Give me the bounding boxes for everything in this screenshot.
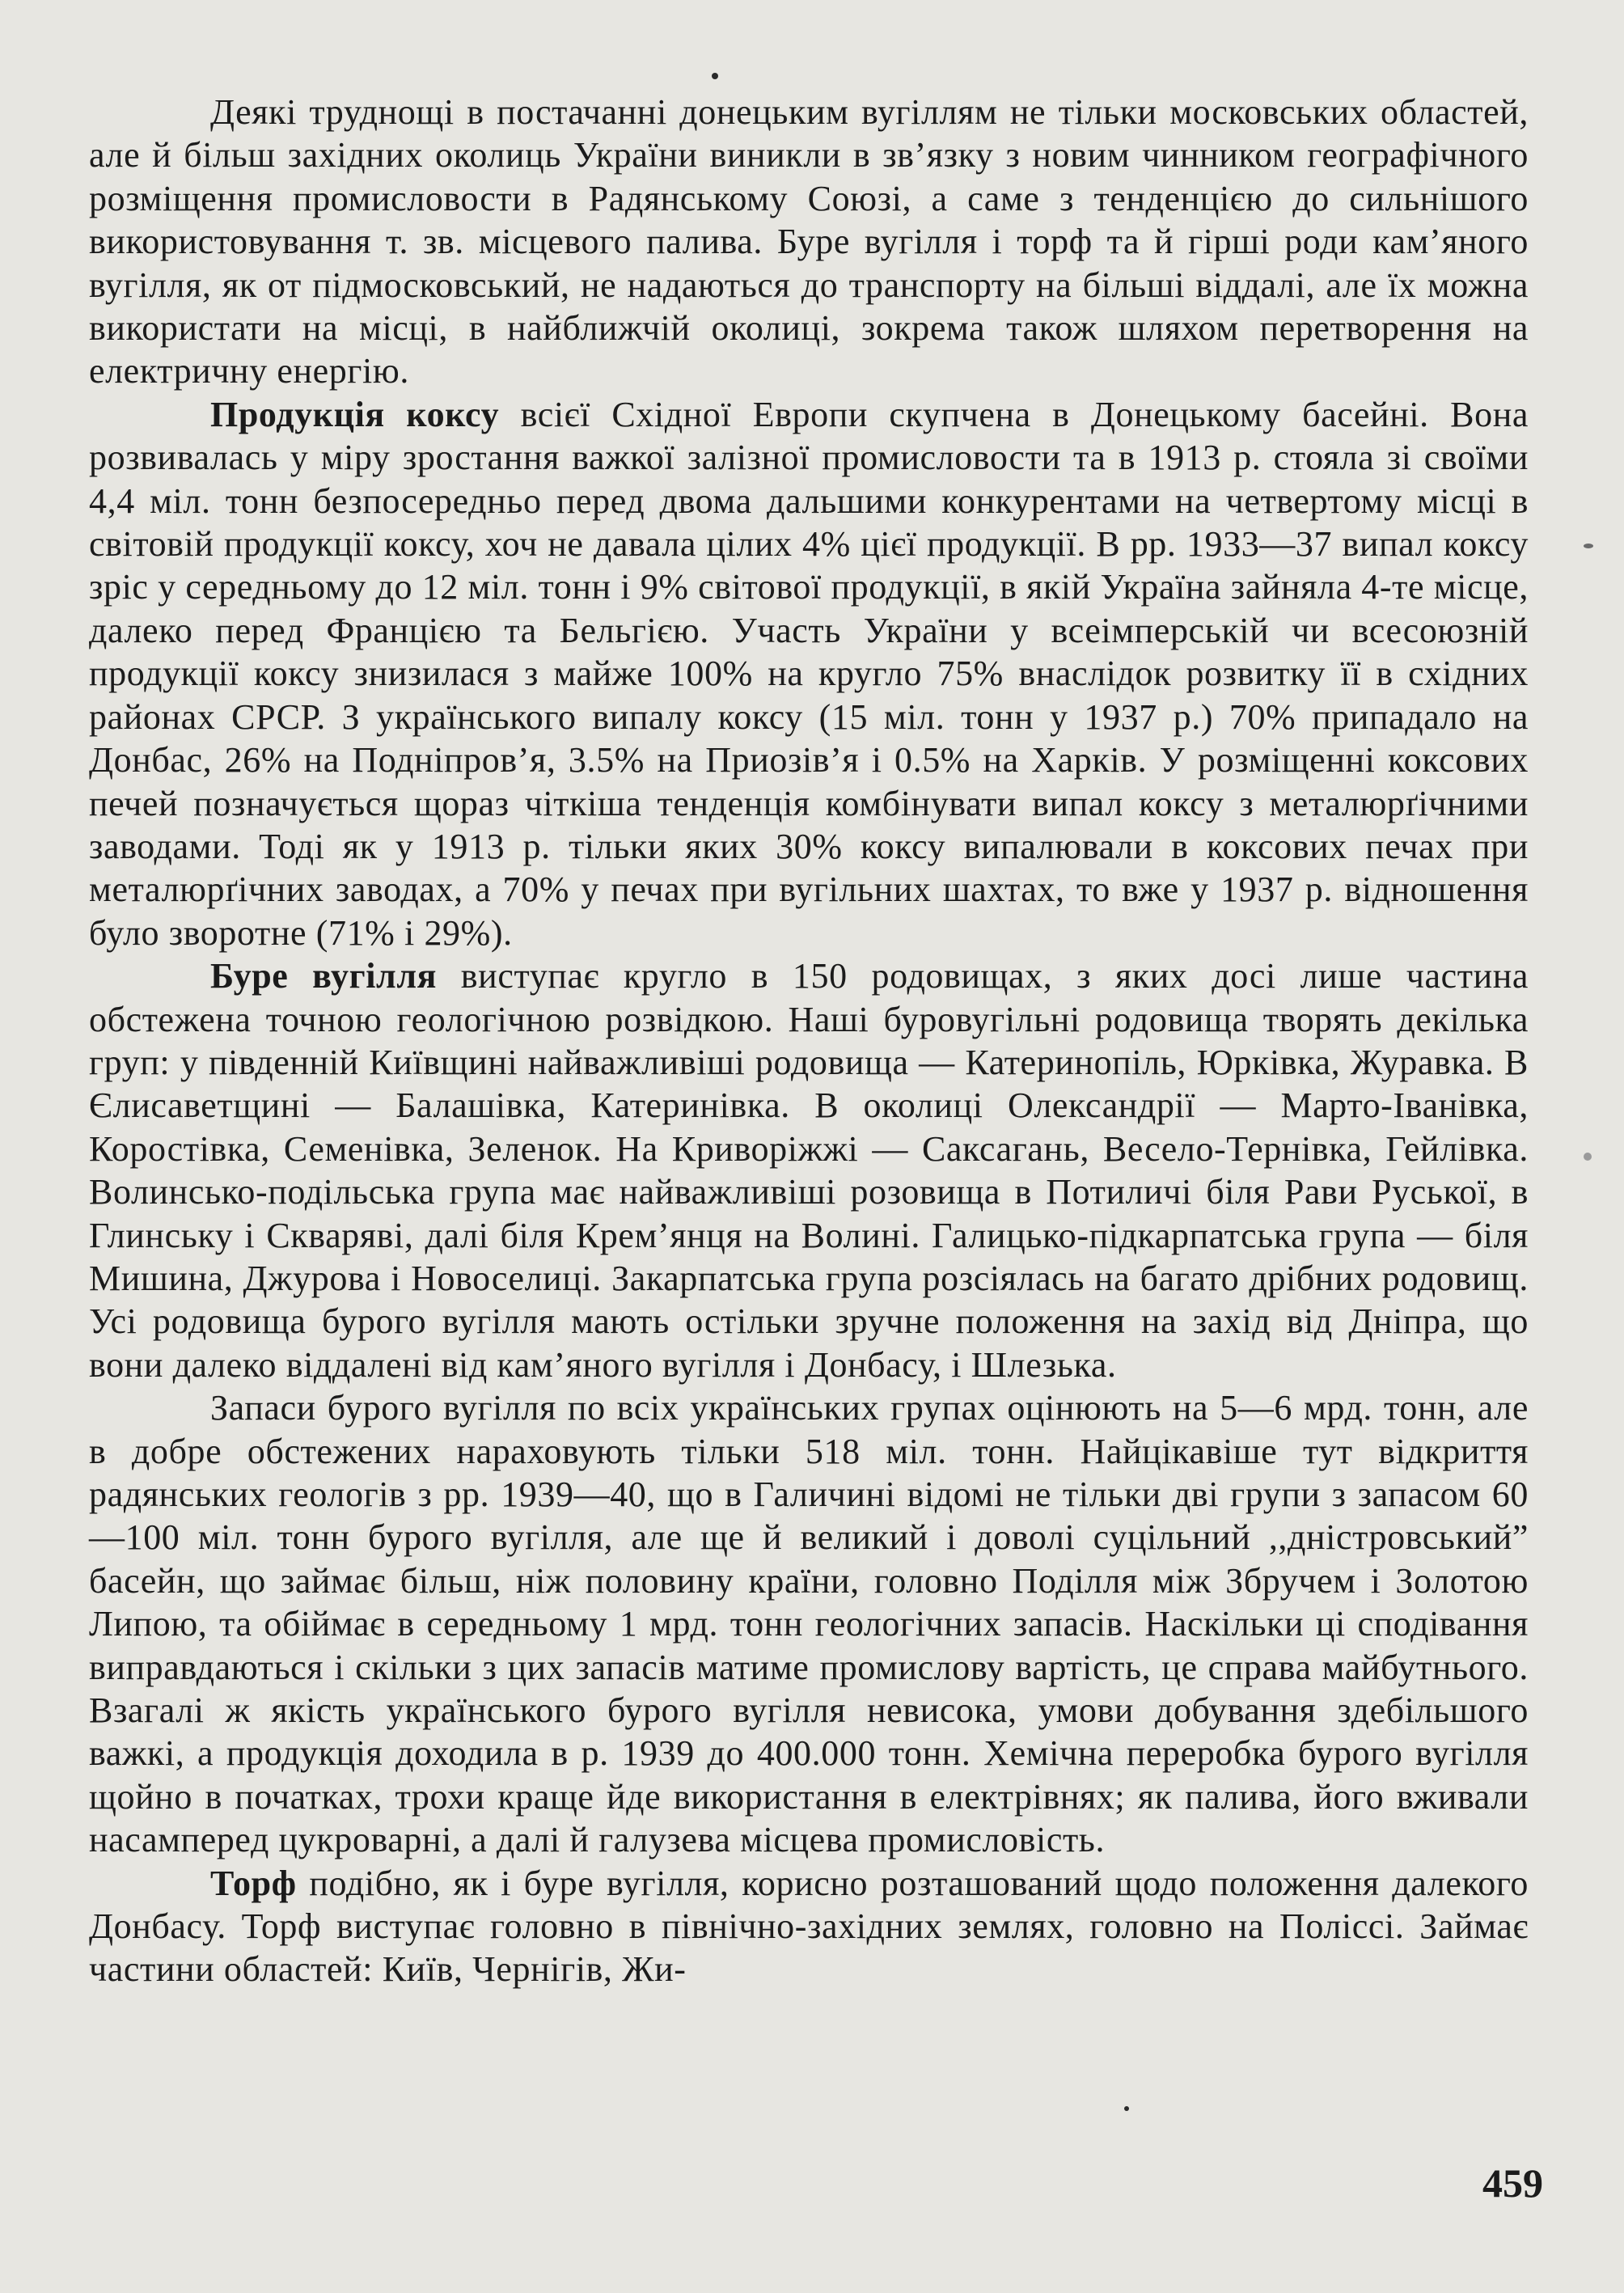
paragraph-coke-production <box>89 393 1529 954</box>
scan-speck <box>1584 1153 1592 1161</box>
paragraph-peat <box>89 1862 1529 1991</box>
paragraph-lead: Торф <box>210 1863 297 1903</box>
paragraph-brown-coal <box>89 954 1529 1386</box>
scan-speck <box>712 73 718 79</box>
paragraph-text: виступає кругло в 150 родовищах, з яких досі лише частина обстежена точною геологічною розвідкою. Наші буровугільні родовища творять декілька груп: у південній Київщині найважливіші родовища — Катеринопіль, Юрківка, Журавка. В Єлисаветщині — Балашівка, Катеринівка. В околиці Олександрії — Марто-Іванівка, Коростівка, Семенівка, Зеленок. На Криворіжжі — Саксагань, Весело-Тернівка, Гейлівка. Волинсько-подільська група має найважливіші розовища в Потиличі біля Рави Руської, в Глинську і Скварявi, далі біля Крем’янця на Волині. Галицько-підкарпатська група — біля Мишина, Джурова і Новоселиці. Закарпатська група розсіялась на багато дрібних родовищ. Усі родовища бурого вугілля мають остільки зручне положення на захід від Дніпра, що вони далеко віддалені від кам’яного вугілля і Донбасу, і Шлезька. <box>89 956 1529 1385</box>
paragraph-text: Деякі труднощі в постачанні донецьким вугіллям не тільки московських областей, але й більш західних околиць України виникли в зв’язку з новим чинником географічного розміщення промисловости в Радянському Союзі, а саме з тенденцією до сильнішого використовування т. зв. місцевого палива. Буре вугілля і торф та й гірші роди кам’яного вугілля, як от підмосковський, не надаються до транспорту на більші віддалі, але їх можна використати на місці, в найближчій околиці, зокрема також шляхом перетворення на електричну енергію. <box>89 92 1529 391</box>
page-number: 459 <box>1482 2160 1543 2206</box>
paragraph-local-fuel <box>89 91 1529 393</box>
body-text <box>89 91 1529 1991</box>
scan-speck <box>1124 2106 1129 2111</box>
paragraph-text: Запаси бурого вугілля по всіх українських групах оцінюють на 5—6 мрд. тонн, але в добре обстежених нараховують тільки 518 міл. тонн. Найцікавіше тут відкриття радянських геологів з рр. 1939—40, що в Галичині відомі не тільки дві групи з запасом 60—100 міл. тонн бурого вугілля, але ще й великий і доволі суцільний ,,дністровський” басейн, що займає більш, ніж половину країни, головно Поділля між Збручем і Золотою Липою, та обіймає в середньому 1 мрд. тонн геологічних запасів. Наскільки ці сподівання виправдаються і скільки з цих запасів матиме промислову вартість, це справа майбутнього. Взагалі ж якість українського бурого вугілля невисока, умови добування здебільшого важкі, а продукція доходила в р. 1939 до 400.000 тонн. Хемічна переробка бурого вугілля щойно в початках, трохи краще йде використання в електрівнях; як палива, його вживали насамперед цукроварні, а далі й галузева місцева промисловість. <box>89 1388 1529 1860</box>
paragraph-lead: Продукція коксу <box>210 394 500 434</box>
scan-speck <box>1584 544 1593 548</box>
paragraph-brown-coal-reserves <box>89 1386 1529 1861</box>
paragraph-text: подібно, як і буре вугілля, корисно розташований щодо положення далекого Донбасу. Торф виступає головно в північно-західних землях, головно на Поліссі. Займає частини областей: Київ, Чернігів, Жи- <box>89 1863 1529 1990</box>
paragraph-lead: Буре вугілля <box>210 956 438 996</box>
paragraph-text: всієї Східної Европи скупчена в Донецькому басейні. Вона розвивалась у міру зростання важкої залізної промисловости та в 1913 р. стояла зі своїми 4,4 міл. тонн безпосередньо перед двома дальшими конкурентами на четвертому місці в світовій продукції коксу, хоч не давала цілих 4% цієї продукції. В рр. 1933—37 випал коксу зріс у середньому до 12 міл. тонн і 9% світової продукції, в якій Україна зайняла 4-те місце, далеко перед Францією та Бельгією. Участь України у всеімперській чи всесоюзній продукції коксу знизилася з майже 100% на кругло 75% внаслідок розвитку її в східних районах СРСР. З українського випалу коксу (15 міл. тонн у 1937 р.) 70% припадало на Донбас, 26% на Подніпров’я, 3.5% на Приозів’я і 0.5% на Харків. У розміщенні коксових печей позначується щораз чіткіша тенденція комбінувати випал коксу з металюрґічними заводами. Тоді як у 1913 р. тільки яких 30% коксу випалювали в коксових печах при металюрґічних заводах, а 70% у печах при вугільних шахтах, то вже у 1937 р. відношення було зворотне (71% і 29%). <box>89 394 1529 953</box>
